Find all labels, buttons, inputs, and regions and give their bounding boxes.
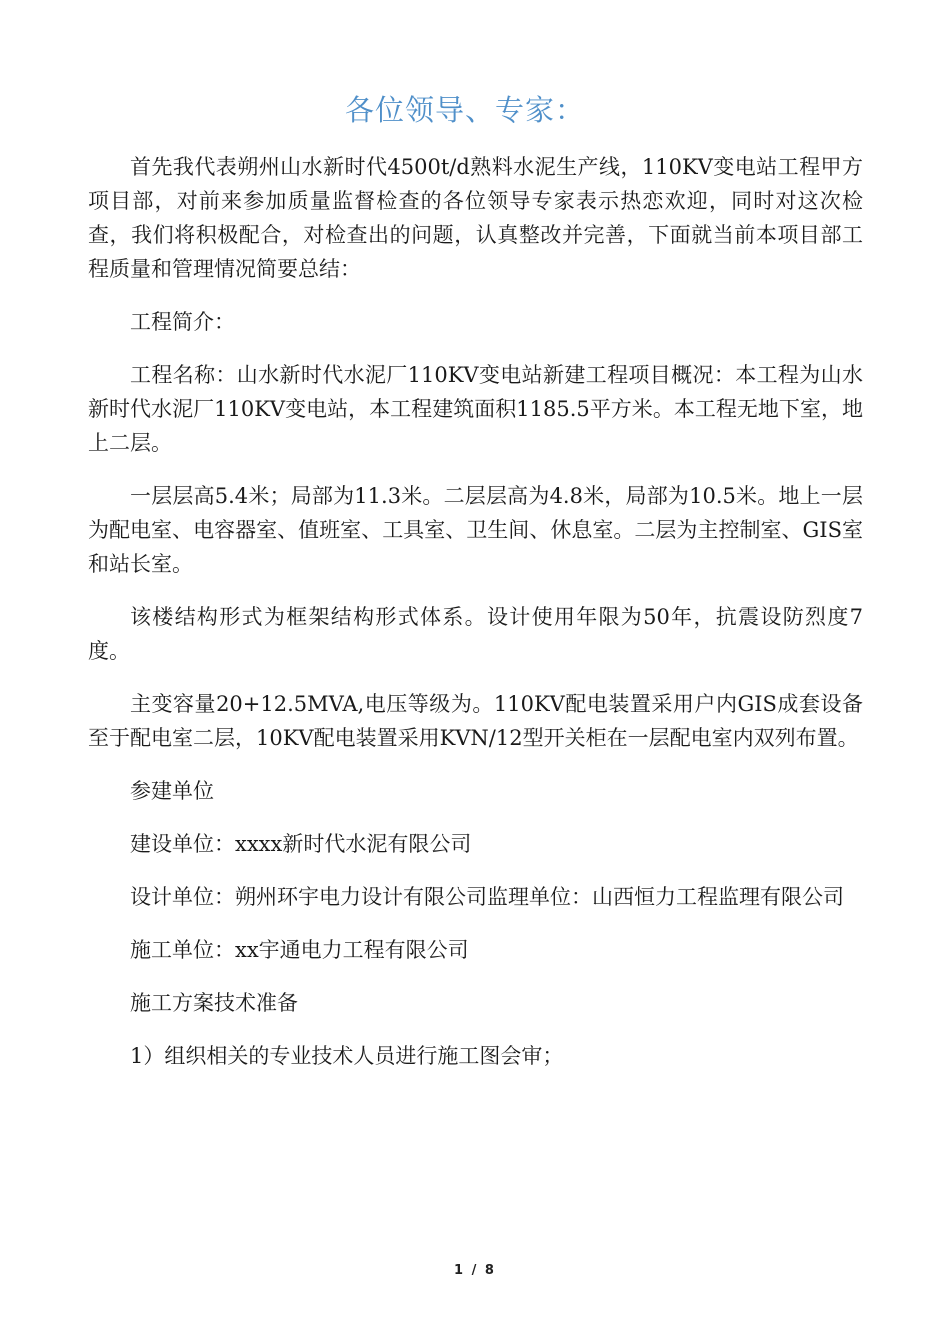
paragraph-owner-unit: 建设单位：xxxx新时代水泥有限公司 bbox=[130, 832, 472, 856]
paragraph-step-1: 1）组织相关的专业技术人员进行施工图会审； bbox=[130, 1044, 564, 1068]
document-body bbox=[88, 150, 863, 1092]
paragraph-transformer: 主变容量20+12.5MVA,电压等级为。110KV配电装置采用户内GIS成套设备至于配电室二层，10KV配电装置采用KVN/12型开关柜在一层配电室内双列布置。 bbox=[88, 692, 863, 750]
paragraph-technical-prep-heading: 施工方案技术准备 bbox=[130, 991, 298, 1015]
paragraph-participants-heading: 参建单位 bbox=[130, 779, 214, 803]
paragraph-design-unit: 设计单位：朔州环宇电力设计有限公司监理单位：山西恒力工程监理有限公司 bbox=[130, 885, 844, 909]
paragraph-intro: 首先我代表朔州山水新时代4500t/d熟料水泥生产线，110KV变电站工程甲方项目部，对前来参加质量监督检查的各位领导专家表示热恋欢迎，同时对这次检查，我们将积极配合，对检查出的问题，认真整改并完善，下面就当前本项目部工程质量和管理情况简要总结： bbox=[88, 155, 863, 281]
paragraph-floor-heights: 一层层高5.4米；局部为11.3米。二层层高为4.8米，局部为10.5米。地上一层为配电室、电容器室、值班室、工具室、卫生间、休息室。二层为主控制室、GIS室和站长室。 bbox=[88, 484, 863, 576]
paragraph-project-name: 工程名称：山水新时代水泥厂110KV变电站新建工程项目概况：本工程为山水新时代水泥厂110KV变电站，本工程建筑面积1185.5平方米。本工程无地下室，地上二层。 bbox=[88, 363, 863, 455]
page-indicator: 1 / 8 bbox=[454, 1263, 496, 1278]
page-title: 各位领导、专家： bbox=[344, 93, 585, 127]
paragraph-overview-heading: 工程简介： bbox=[130, 310, 235, 334]
paragraph-construction-unit: 施工单位：xx宇通电力工程有限公司 bbox=[130, 938, 469, 962]
paragraph-structure: 该楼结构形式为框架结构形式体系。设计使用年限为50年，抗震设防烈度7度。 bbox=[88, 605, 863, 663]
